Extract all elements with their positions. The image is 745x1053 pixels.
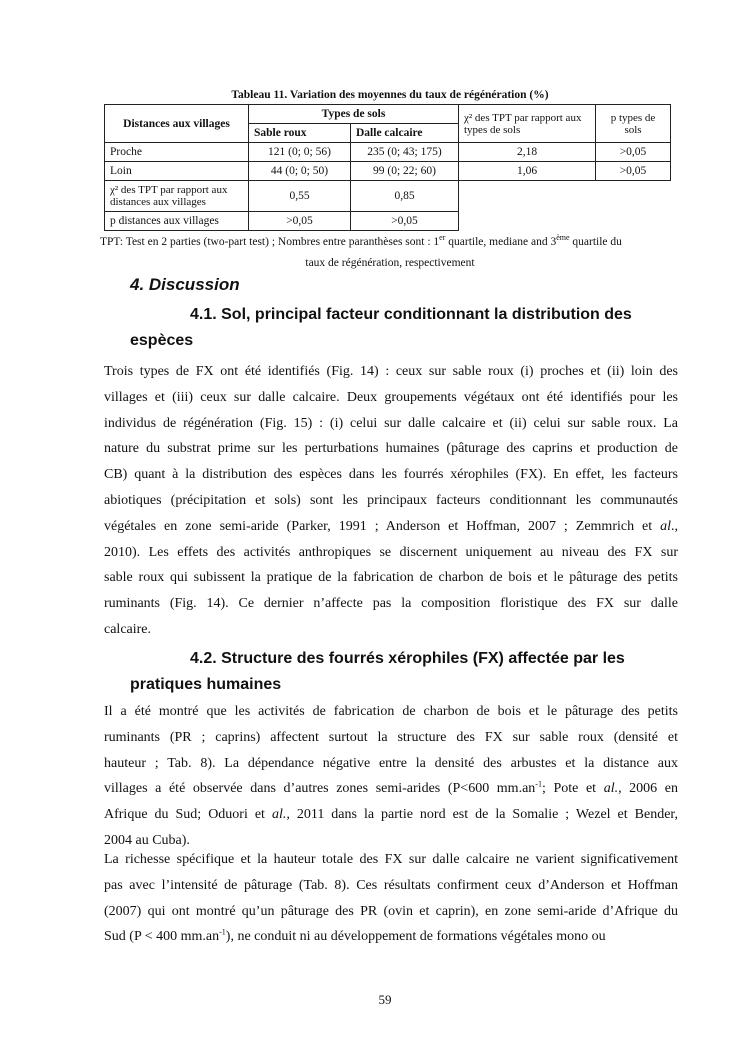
text-segment: ; Pote et [541, 781, 604, 797]
text-segment: 2004 au Cuba). [104, 832, 190, 848]
cell-dalle: 0,85 [351, 181, 459, 212]
text-segment: sable roux qui subissent la pratique de la fabrication de charbon de bois et le pâturage des petits [104, 570, 678, 586]
text-segment: Trois types de FX ont été identifiés (Fig. 14) : ceux sur sable roux (i) proches et (ii) loin des [104, 364, 678, 379]
row-label: Proche [105, 143, 249, 162]
footnote-sup: er [439, 233, 446, 243]
text-line [104, 591, 678, 617]
text-segment: individus de régénération (Fig. 15) : (i) celui sur dalle calcaire et (ii) celui sur sable roux. La [104, 415, 678, 431]
text-line [104, 411, 678, 437]
text-segment: -1 [219, 927, 226, 937]
text-segment: hauteur ; Tab. 8). La dépendance négative entre la densité des arbustes et la distance aux [104, 755, 678, 771]
text-segment: Sud (P < 400 mm.an [104, 929, 220, 945]
paragraph [104, 359, 678, 643]
subsection-heading-4-2: 4.2. Structure des fourrés xérophiles (FX) affectée par les [190, 650, 625, 667]
footnote-text: TPT: Test en 2 parties (two-part test) ; Nombres entre paranthèses sont : 1 [100, 236, 440, 248]
text-segment: ., [671, 518, 678, 534]
text-line [104, 899, 678, 925]
row-label: Loin [105, 162, 249, 181]
text-segment: 2006 en [621, 781, 679, 797]
text-segment: Il a été montré que les activités de fabrication de charbon de bois et le pâturage des petits [104, 704, 678, 719]
text-line [104, 488, 678, 514]
text-segment: al., [603, 781, 622, 797]
text-line [104, 462, 678, 488]
text-segment: pas avec l’intensité de pâturage (Tab. 8). Ces résultats confirment ceux d’Anderson et Hoffman [104, 877, 678, 893]
text-line [104, 540, 678, 566]
text-line [104, 924, 678, 950]
cell-dalle: >0,05 [351, 212, 459, 231]
cell-p: >0,05 [596, 162, 671, 181]
table-row [105, 212, 671, 231]
paragraph [104, 847, 678, 950]
row-label: χ² des TPT par rapport aux distances aux villages [105, 181, 249, 212]
text-segment: villages et (iii) ceux sur dalle calcaire. Deux groupements végétaux ont été identifiés pour les [104, 389, 678, 405]
text-line [104, 873, 678, 899]
section-heading-discussion: 4. Discussion [130, 275, 240, 294]
subsection-heading-4-1: 4.1. Sol, principal facteur conditionnant la distribution des [190, 306, 632, 323]
text-segment: ruminants (Fig. 14). Ce dernier n’affecte pas la composition floristique des FX sur dalle [104, 596, 678, 612]
text-segment: ruminants (PR ; caprins) affectent surtout la structure des FX sur sable roux (densité et [104, 729, 678, 745]
text-segment: -1 [535, 779, 542, 789]
footnote-text: quartile, mediane and 3 [445, 236, 557, 248]
header-p-types: p types de sols [596, 105, 671, 143]
header-sable-roux: Sable roux [249, 124, 351, 143]
text-line [104, 359, 678, 385]
text-segment: 2011 dans la partie nord est de la Somalie ; Wezel et Bender, [289, 807, 679, 823]
table-footnote [100, 233, 700, 248]
text-segment: 2010). Les effets des activités anthropiques se discernent uniquement au niveau des FX sur [104, 544, 678, 560]
table-row [105, 181, 671, 212]
cell-sable: 121 (0; 0; 56) [249, 143, 351, 162]
table-caption: Tableau 11. Variation des moyennes du taux de régénération (%) [231, 89, 549, 101]
cell-sable: 44 (0; 0; 50) [249, 162, 351, 181]
page-number: 59 [378, 992, 392, 1007]
text-line [104, 514, 678, 540]
text-segment: (2007) qui ont montré qu’un pâturage des PR (ovin et caprin), en zone semi-aride d’Afrique du [104, 903, 678, 919]
header-chi2-types: χ² des TPT par rapport aux types de sols [459, 105, 596, 143]
text-segment: CB) quant à la distribution des espèces dans les fourrés xérophiles (FX). En effet, les facteurs [104, 467, 678, 483]
text-segment: végétales en zone semi-aride (Parker, 1991 ; Anderson et Hoffman, 2007 ; Zemmrich et [104, 518, 661, 534]
table-row [105, 162, 671, 181]
cell-chi2: 1,06 [459, 162, 596, 181]
footnote-text: quartile du [569, 236, 622, 248]
text-line [104, 751, 678, 777]
paragraph [104, 699, 678, 854]
cell-chi2: 2,18 [459, 143, 596, 162]
text-line [104, 617, 678, 643]
table-footnote-line2: taux de régénération, respectivement [305, 257, 475, 269]
subsection-heading-4-1-cont: espèces [130, 332, 194, 349]
text-segment: Afrique du Sud; Oduori et [104, 807, 272, 823]
text-segment: villages a été observée dans d’autres zones semi-arides (P<600 mm.an [104, 781, 536, 797]
text-line [104, 385, 678, 411]
header-distances: Distances aux villages [105, 105, 249, 143]
regeneration-table [104, 104, 671, 231]
text-segment: nature du substrat prime sur les perturbations humaines (pâturage des caprins et production de [104, 441, 678, 457]
subsection-heading-4-2-cont: pratiques humaines [130, 676, 282, 693]
text-segment: ), ne conduit ni au développement de formations végétales mono ou [225, 929, 606, 945]
cell-sable: 0,55 [249, 181, 351, 212]
text-segment: al., [271, 807, 290, 823]
cell-dalle: 235 (0; 43; 175) [351, 143, 459, 162]
cell-p: >0,05 [596, 143, 671, 162]
cell-dalle: 99 (0; 22; 60) [351, 162, 459, 181]
header-types-de-sols: Types de sols [249, 105, 459, 124]
text-line [104, 776, 678, 802]
text-line [104, 699, 678, 725]
row-label: p distances aux villages [105, 212, 249, 231]
text-segment: La richesse spécifique et la hauteur totale des FX sur dalle calcaire ne varient significativement [104, 852, 678, 867]
text-line [104, 565, 678, 591]
header-dalle-calcaire: Dalle calcaire [351, 124, 459, 143]
table-row [105, 143, 671, 162]
text-line [104, 436, 678, 462]
text-line [104, 725, 678, 751]
text-segment: calcaire. [104, 621, 152, 637]
text-line [104, 802, 678, 828]
text-segment: abiotiques (précipitation et sols) sont les principaux facteurs conditionnant les communautés [104, 492, 678, 508]
footnote-sup: ème [556, 233, 570, 243]
cell-sable: >0,05 [249, 212, 351, 231]
text-line [104, 847, 678, 873]
text-segment: al [660, 518, 671, 534]
